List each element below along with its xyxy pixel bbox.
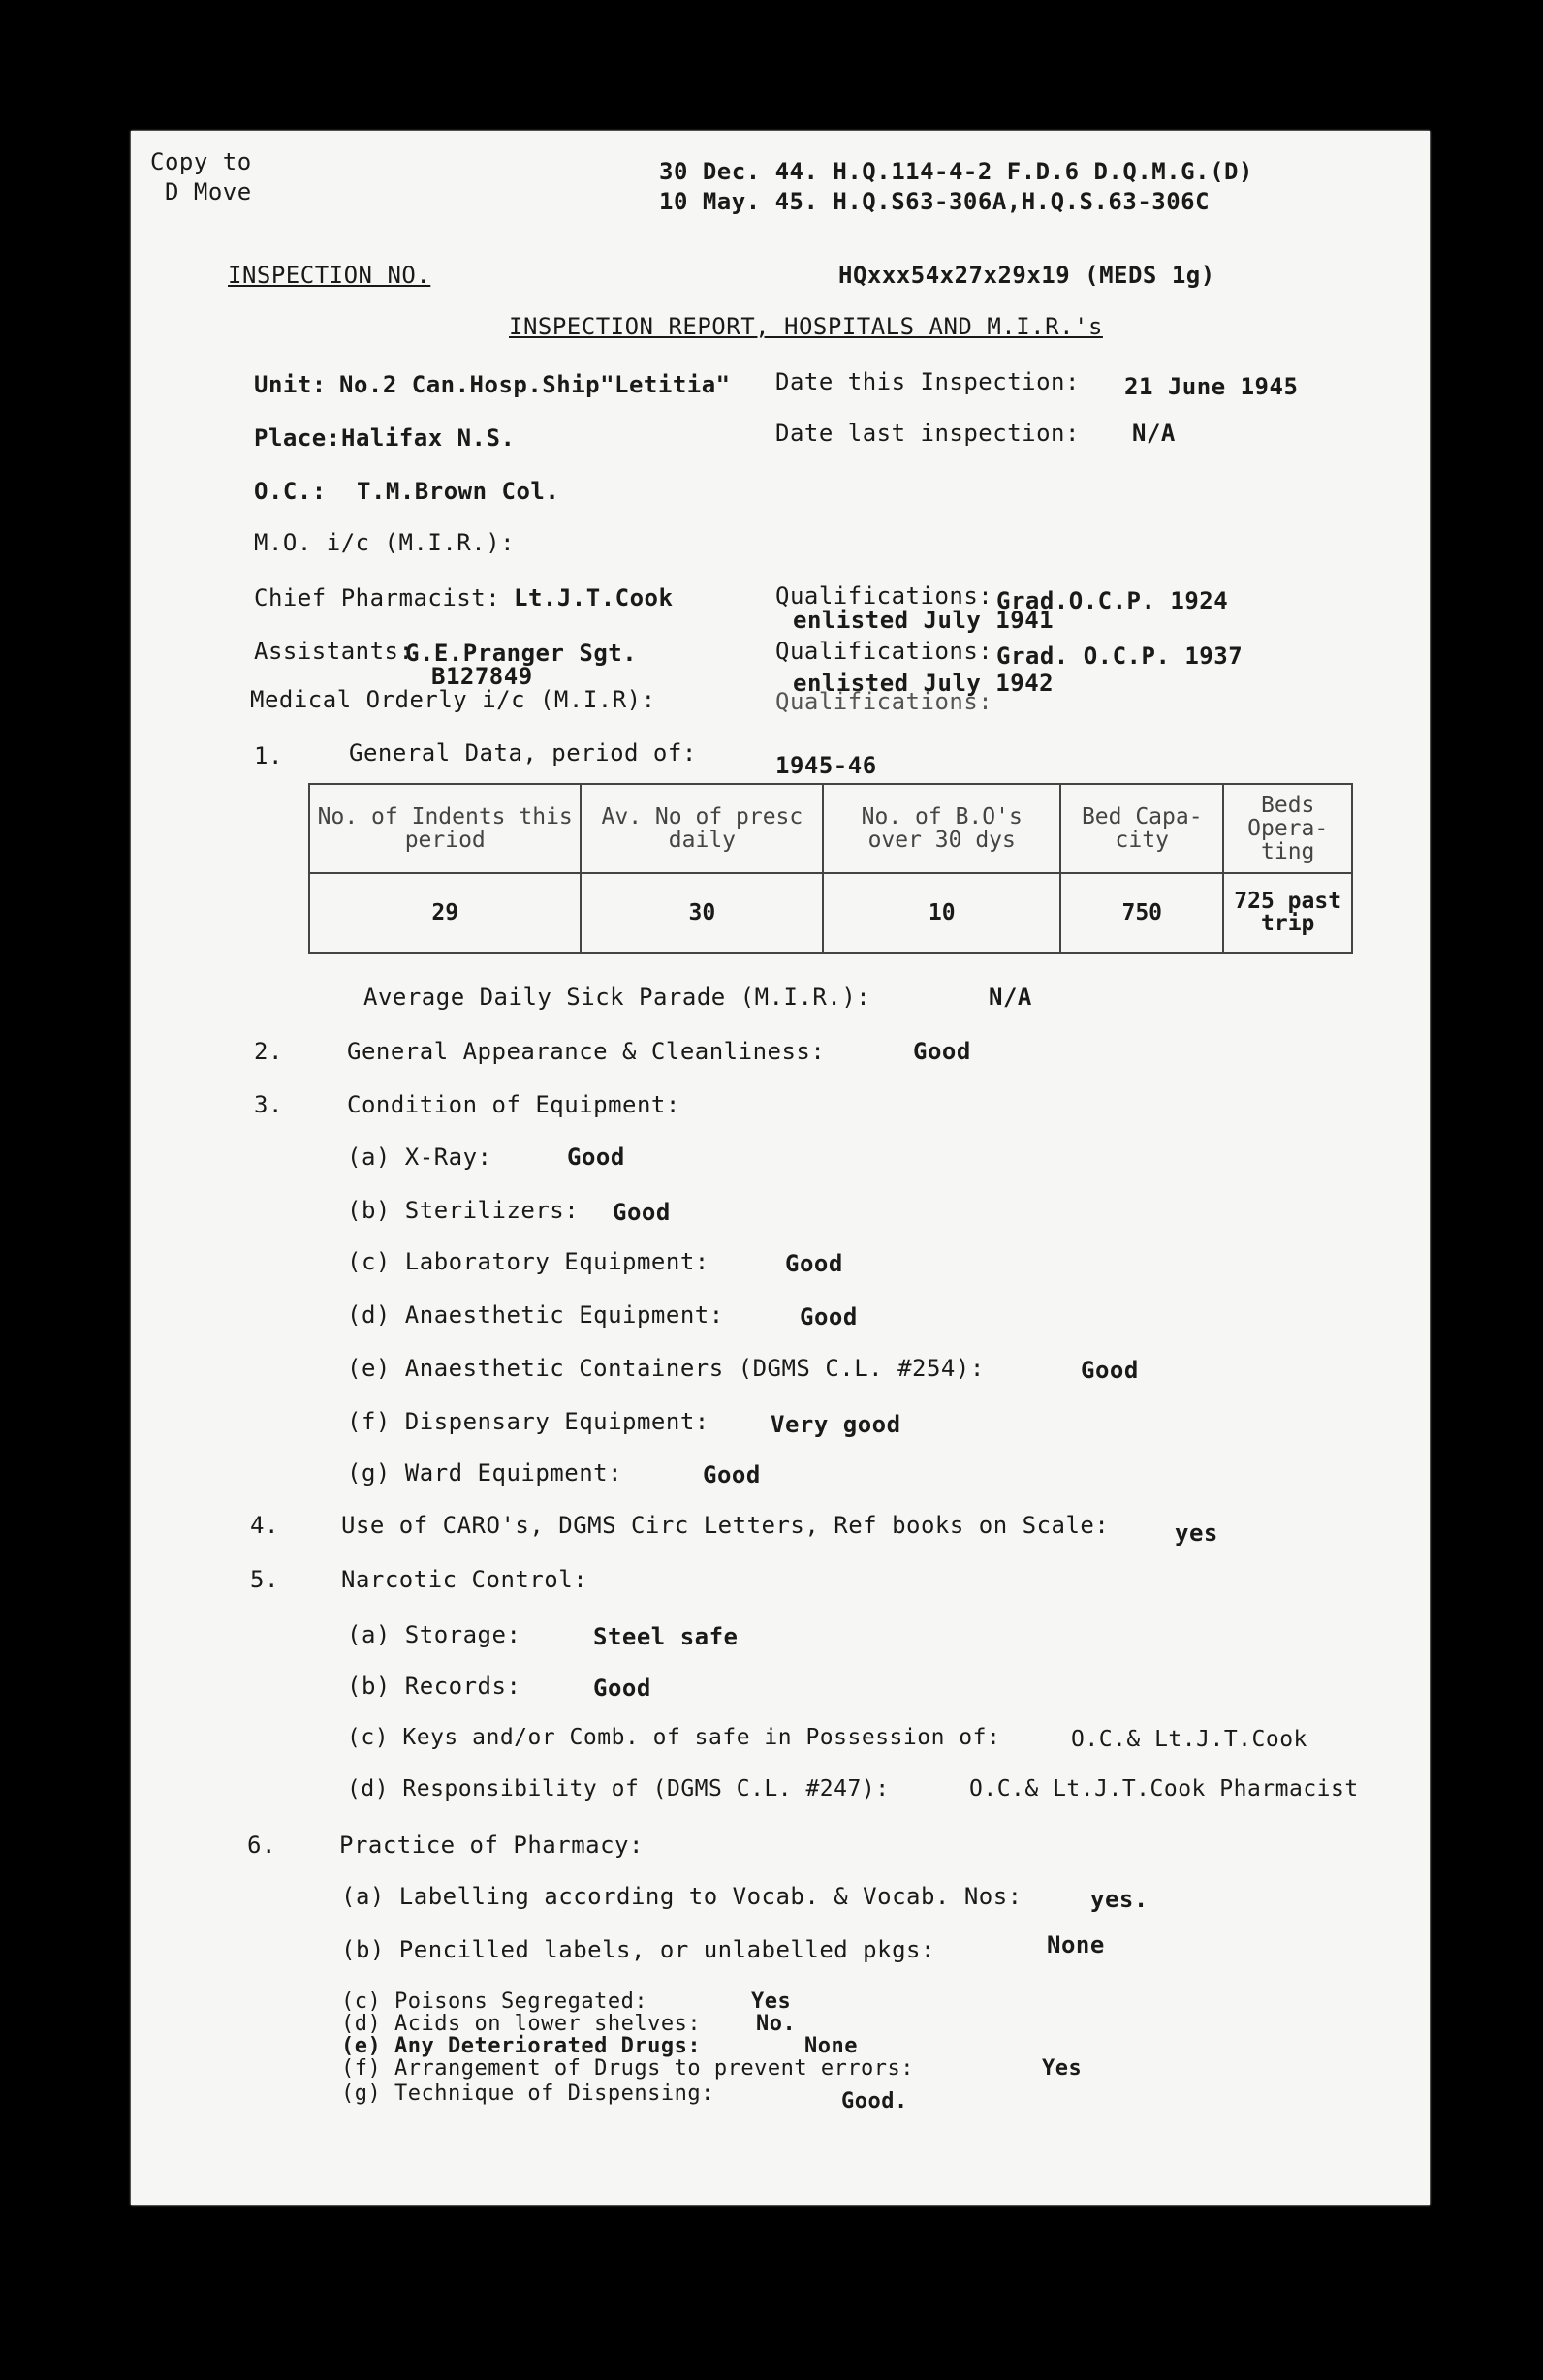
equipment-item-label: (g) Ward Equipment: [347, 1459, 623, 1487]
equipment-item-label: (d) Anaesthetic Equipment: [347, 1301, 724, 1329]
mo-label: M.O. i/c (M.I.R.): [254, 529, 516, 556]
value-bos: 10 [823, 873, 1060, 953]
equipment-item-value: Good [567, 1143, 625, 1171]
general-data-label: General Data, period of: [349, 739, 697, 767]
oc-label: O.C.: [254, 478, 327, 505]
general-data-table [308, 783, 1353, 954]
pharmacy-item-label: (c) Poisons Segregated: [341, 1989, 648, 2014]
section-3-number: 3. [254, 1091, 283, 1118]
section-5-number: 5. [250, 1566, 279, 1593]
date-this-inspection-value: 21 June 1945 [1124, 373, 1299, 400]
reference-line-2: 10 May. 45. H.Q.S63-306A,H.Q.S.63-306C [659, 188, 1211, 215]
pharmacy-item-value: No. [756, 2012, 797, 2036]
section-3-label: Condition of Equipment: [347, 1091, 680, 1118]
narcotic-item-value: O.C.& Lt.J.T.Cook Pharmacist [969, 1776, 1359, 1801]
section-1-number: 1. [254, 742, 283, 769]
general-data-period: 1945-46 [775, 752, 877, 779]
qualifications-label-2: Qualifications: [775, 638, 993, 665]
qualifications-value-1a: Grad.O.C.P. 1924 [996, 587, 1229, 614]
qualifications-label-1: Qualifications: [775, 582, 993, 610]
qualifications-value-2a: Grad. O.C.P. 1937 [996, 642, 1244, 670]
narcotic-item-value: Steel safe [593, 1623, 739, 1650]
medical-orderly-label: Medical Orderly i/c (M.I.R): [250, 686, 656, 713]
date-this-inspection-label: Date this Inspection: [775, 368, 1080, 395]
narcotic-item-label: (b) Records: [347, 1673, 521, 1700]
equipment-item-value: Good [703, 1461, 761, 1488]
value-beds-operating: 725 past trip [1223, 873, 1352, 953]
value-avg-presc: 30 [581, 873, 823, 953]
chief-pharmacist-label: Chief Pharmacist: [254, 584, 501, 611]
pharmacy-item-value: Yes [751, 1989, 792, 2014]
copy-to-line-1: Copy to [150, 148, 252, 175]
equipment-item-label: (b) Sterilizers: [347, 1197, 580, 1224]
sick-parade-label: Average Daily Sick Parade (M.I.R.): [363, 984, 871, 1011]
section-6-label: Practice of Pharmacy: [339, 1832, 644, 1859]
copy-to-line-2: D Move [165, 178, 252, 205]
narcotic-item-value: Good [593, 1675, 651, 1702]
equipment-item-label: (a) X-Ray: [347, 1143, 492, 1171]
pharmacy-item-value: yes. [1090, 1886, 1149, 1913]
value-bed-capacity: 750 [1060, 873, 1223, 953]
section-4-label: Use of CARO's, DGMS Circ Letters, Ref books on Scale: [341, 1512, 1110, 1539]
place-label: Place: [254, 424, 341, 452]
inspection-no-value: HQxxx54x27x29x19 (MEDS 1g) [838, 262, 1215, 289]
oc-value: T.M.Brown Col. [357, 478, 560, 505]
equipment-item-value: Good [785, 1250, 843, 1277]
section-6-number: 6. [247, 1832, 276, 1859]
header-indents: No. of Indents this period [309, 784, 581, 873]
date-last-inspection-label: Date last inspection: [775, 420, 1080, 447]
narcotic-item-label: (c) Keys and/or Comb. of safe in Possession of: [347, 1725, 1001, 1750]
equipment-item-label: (f) Dispensary Equipment: [347, 1408, 709, 1435]
section-5-label: Narcotic Control: [341, 1566, 588, 1593]
pharmacy-item-label: (d) Acids on lower shelves: [341, 2012, 702, 2036]
equipment-item-value: Good [1081, 1357, 1139, 1384]
equipment-item-value: Very good [771, 1411, 901, 1438]
equipment-item-label: (c) Laboratory Equipment: [347, 1248, 709, 1275]
equipment-item-label: (e) Anaesthetic Containers (DGMS C.L. #254): [347, 1355, 985, 1382]
reference-line-1: 30 Dec. 44. H.Q.114-4-2 F.D.6 D.Q.M.G.(D) [659, 158, 1253, 185]
value-indents: 29 [309, 873, 581, 953]
qualifications-value-2b: enlisted July 1942 [793, 670, 1055, 697]
assistants-value-2: B127849 [431, 663, 533, 690]
place-value: Halifax N.S. [341, 424, 516, 452]
header-bed-capacity: Bed Capa-city [1060, 784, 1223, 873]
equipment-item-value: Good [800, 1303, 858, 1331]
section-2-value: Good [913, 1038, 971, 1065]
pharmacy-item-label: (a) Labelling according to Vocab. & Vocab. Nos: [341, 1883, 1023, 1910]
header-avg-presc: Av. No of presc daily [581, 784, 823, 873]
pharmacy-item-value: Yes [1042, 2056, 1083, 2081]
date-last-inspection-value: N/A [1132, 420, 1176, 447]
inspection-no-label: INSPECTION NO. [228, 262, 431, 289]
section-4-value: yes [1175, 1519, 1218, 1547]
assistants-label: Assistants: [254, 638, 414, 665]
pharmacy-item-label: (b) Pencilled labels, or unlabelled pkgs: [341, 1936, 935, 1963]
pharmacy-item-label: (e) Any Deteriorated Drugs: [341, 2034, 702, 2058]
pharmacy-item-label: (f) Arrangement of Drugs to prevent errors: [341, 2056, 915, 2081]
header-bos: No. of B.O's over 30 dys [823, 784, 1060, 873]
narcotic-item-value: O.C.& Lt.J.T.Cook [1071, 1727, 1307, 1752]
report-title: INSPECTION REPORT, HOSPITALS AND M.I.R.'s [509, 313, 1103, 340]
qualifications-value-1b: enlisted July 1941 [793, 607, 1055, 634]
assistants-value-1: G.E.Pranger Sgt. [405, 640, 638, 667]
equipment-item-value: Good [613, 1199, 671, 1226]
section-4-number: 4. [250, 1512, 279, 1539]
narcotic-item-label: (a) Storage: [347, 1621, 521, 1648]
pharmacy-item-value: None [804, 2034, 858, 2058]
narcotic-item-label: (d) Responsibility of (DGMS C.L. #247): [347, 1776, 890, 1801]
section-2-label: General Appearance & Cleanliness: [347, 1038, 826, 1065]
pharmacy-item-value: Good. [841, 2089, 908, 2114]
table-header-row [309, 784, 1352, 873]
sick-parade-value: N/A [989, 984, 1032, 1011]
unit-value: No.2 Can.Hosp.Ship"Letitia" [339, 371, 731, 398]
qualifications-label-3: Qualifications: [775, 688, 993, 715]
header-beds-operating: Beds Opera-ting [1223, 784, 1352, 873]
chief-pharmacist-value: Lt.J.T.Cook [514, 584, 674, 611]
pharmacy-item-value: None [1047, 1931, 1105, 1958]
unit-label: Unit: [254, 371, 327, 398]
pharmacy-item-label: (g) Technique of Dispensing: [341, 2082, 714, 2106]
table-row [309, 873, 1352, 953]
section-2-number: 2. [254, 1038, 283, 1065]
